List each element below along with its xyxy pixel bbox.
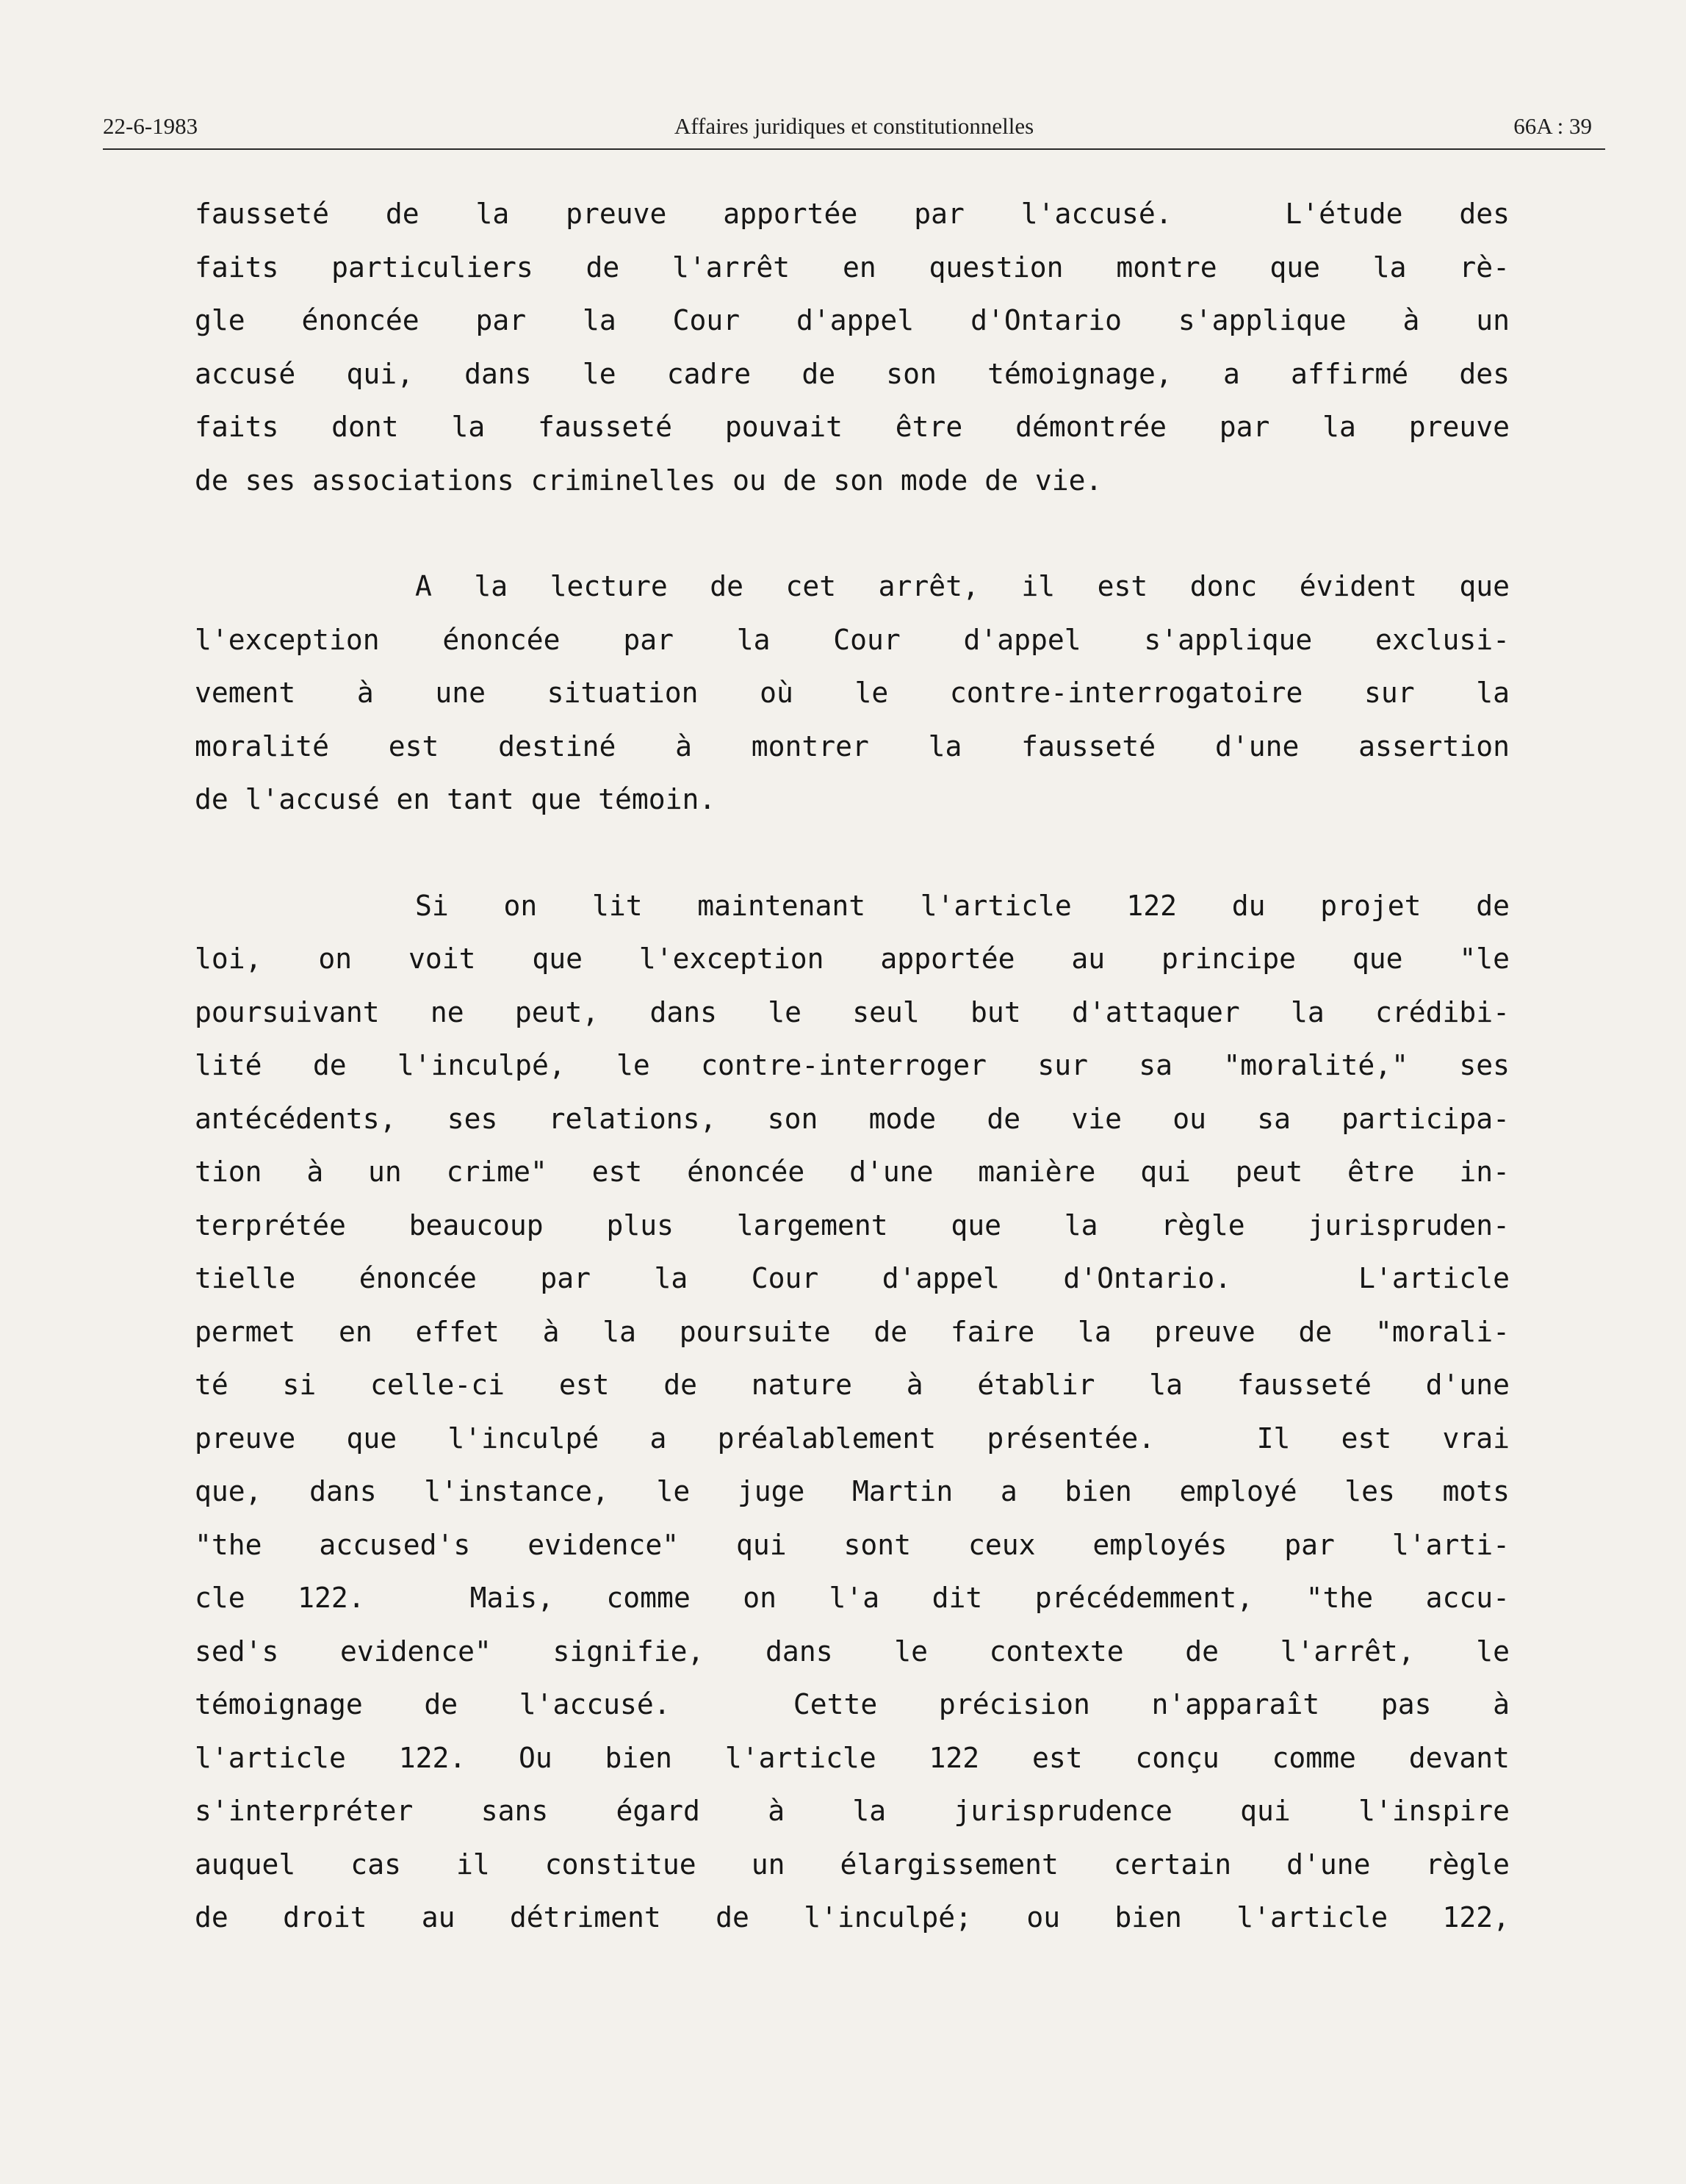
text-line: tielle énoncée par la Cour d'appel d'Ontario. L'article <box>195 1262 1510 1294</box>
text-line: faits dont la fausseté pouvait être démontrée par la preuve <box>195 411 1510 443</box>
text-line: lité de l'inculpé, le contre-interroger sur sa "moralité," ses <box>195 1049 1510 1081</box>
text-line: vement à une situation où le contre-interrogatoire sur la <box>195 677 1510 709</box>
text-line: tion à un crime" est énoncée d'une manière qui peut être in- <box>195 1156 1510 1188</box>
text-line: l'exception énoncée par la Cour d'appel s'applique exclusi- <box>195 623 1510 656</box>
text-line: que, dans l'instance, le juge Martin a bien employé les mots <box>195 1475 1510 1507</box>
text-line: auquel cas il constitue un élargissement certain d'une règle <box>195 1848 1510 1881</box>
text-line: fausseté de la preuve apportée par l'accusé. L'étude des <box>195 198 1510 230</box>
text-line: témoignage de l'accusé. Cette précision n'apparaît pas à <box>195 1688 1510 1720</box>
text-line: l'article 122. Ou bien l'article 122 est conçu comme devant <box>195 1741 1510 1774</box>
text-line: A la lecture de cet arrêt, il est donc évident que <box>415 570 1510 602</box>
text-line: de ses associations criminelles ou de son mode de vie. <box>195 464 1103 497</box>
text-line: antécédents, ses relations, son mode de vie ou sa participa- <box>195 1102 1510 1135</box>
text-line: de droit au détriment de l'inculpé; ou bien l'article 122, <box>195 1901 1510 1933</box>
text-line: faits particuliers de l'arrêt en question montre que la rè- <box>195 251 1510 284</box>
text-line: gle énoncée par la Cour d'appel d'Ontario s'applique à un <box>195 304 1510 336</box>
paragraph <box>195 187 1510 507</box>
text-line: Si on lit maintenant l'article 122 du projet de <box>415 889 1510 922</box>
page-header <box>103 109 1605 147</box>
text-line: loi, on voit que l'exception apportée au principe que "le <box>195 943 1510 975</box>
document-body <box>195 187 1510 1945</box>
text-line: "the accused's evidence" qui sont ceux employés par l'arti- <box>195 1528 1510 1561</box>
text-line: poursuivant ne peut, dans le seul but d'attaquer la crédibi- <box>195 995 1510 1028</box>
text-line: permet en effet à la poursuite de faire la preuve de "morali- <box>195 1315 1510 1348</box>
header-rule <box>103 148 1605 150</box>
text-line: s'interpréter sans égard à la jurisprudence qui l'inspire <box>195 1795 1510 1827</box>
paragraph <box>195 560 1510 826</box>
text-line: cle 122. Mais, comme on l'a dit précédemment, "the accu- <box>195 1582 1510 1614</box>
text-line: terprétée beaucoup plus largement que la règle jurispruden- <box>195 1208 1510 1241</box>
header-page-number: 66A : 39 <box>1513 113 1592 139</box>
paragraph <box>195 879 1510 1945</box>
header-title: Affaires juridiques et constitutionnelles <box>674 113 1034 139</box>
text-line: accusé qui, dans le cadre de son témoignage, a affirmé des <box>195 357 1510 390</box>
paragraph-gap <box>195 826 1510 879</box>
text-line: moralité est destiné à montrer la fausseté d'une assertion <box>195 729 1510 763</box>
text-line: té si celle-ci est de nature à établir la fausseté d'une <box>195 1369 1510 1401</box>
text-line: de l'accusé en tant que témoin. <box>195 783 716 815</box>
paragraph-gap <box>195 507 1510 560</box>
text-line: preuve que l'inculpé a préalablement présentée. Il est vrai <box>195 1421 1510 1455</box>
header-date: 22-6-1983 <box>103 113 198 139</box>
text-line: sed's evidence" signifie, dans le contexte de l'arrêt, le <box>195 1635 1510 1668</box>
